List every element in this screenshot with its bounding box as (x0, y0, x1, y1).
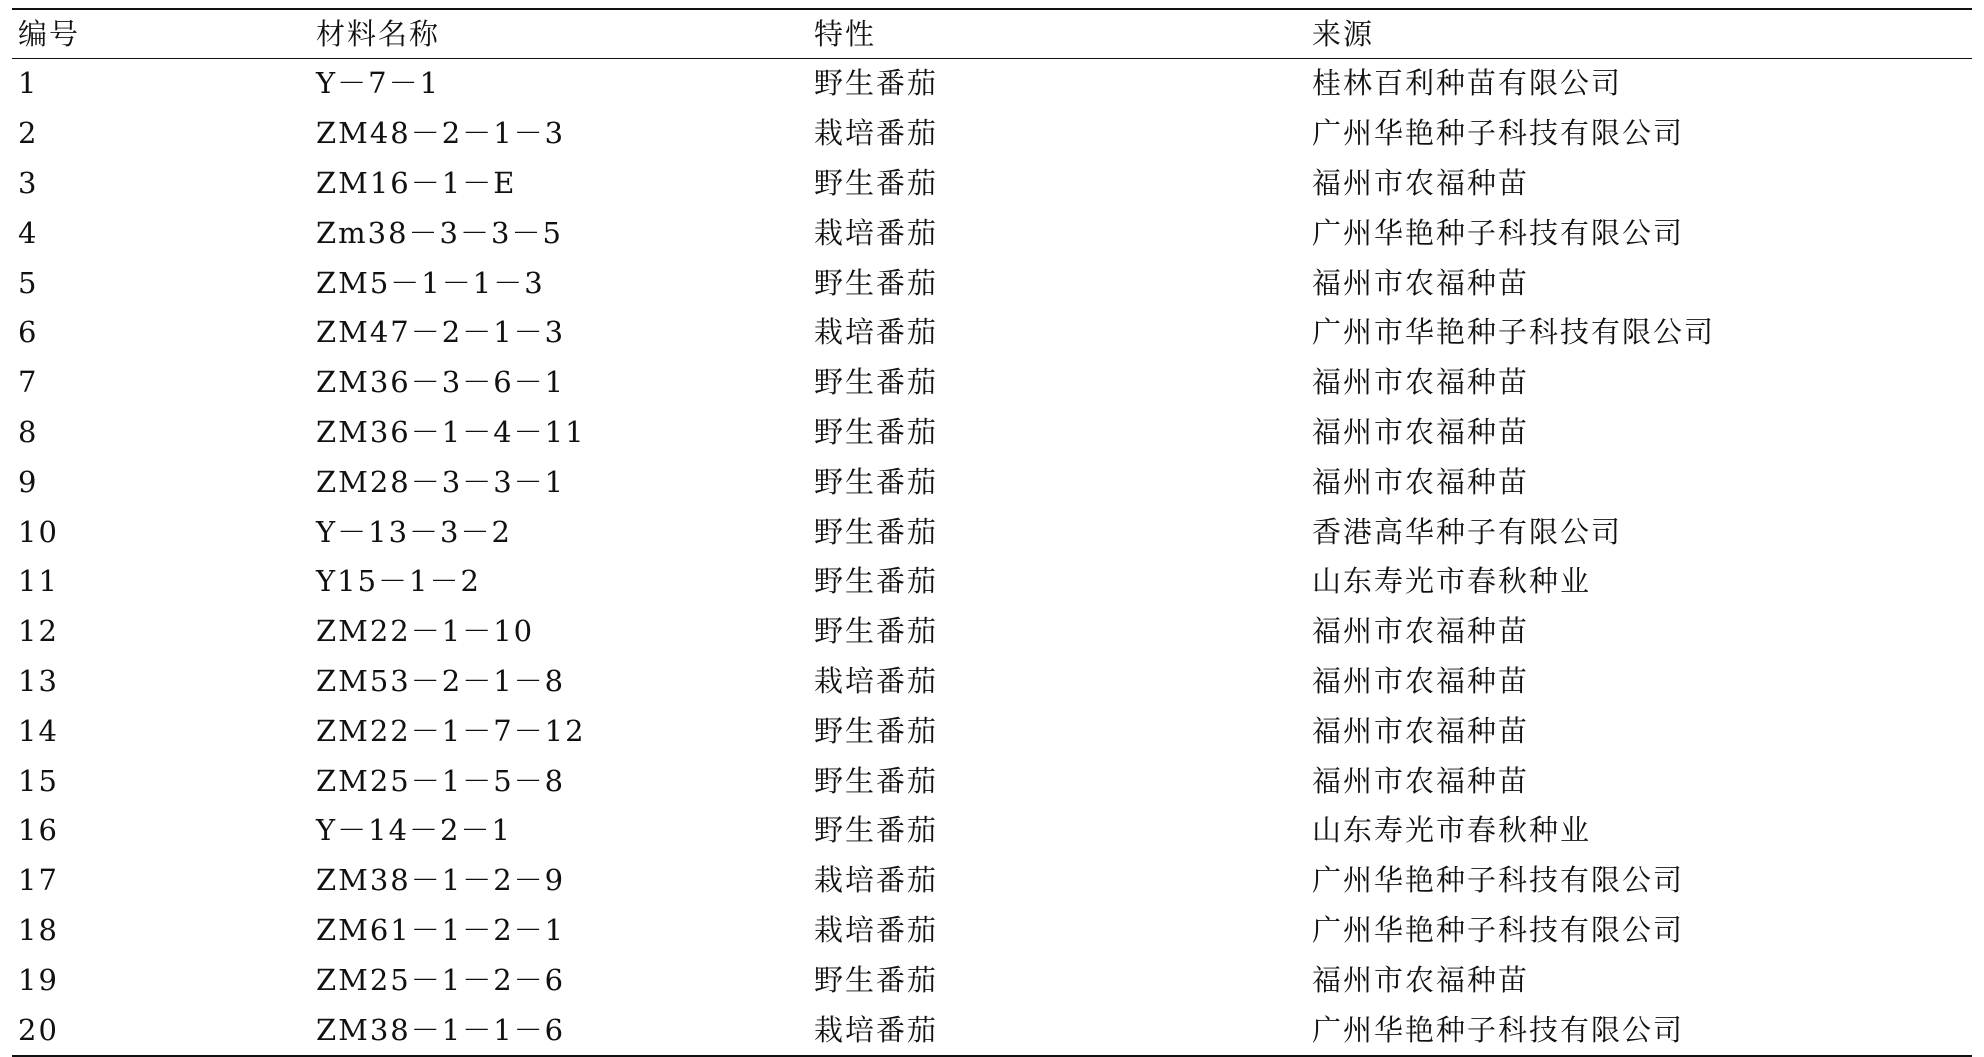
cell-id: 17 (18, 863, 59, 898)
materials-table (12, 8, 1972, 1057)
cell-trait: 野生番茄 (814, 564, 939, 599)
cell-id: 1 (18, 66, 39, 101)
cell-material-name: ZM61－1－2－1 (316, 912, 566, 947)
cell-source: 福州市农福种苗 (1312, 365, 1530, 400)
cell-trait: 栽培番茄 (814, 215, 939, 250)
cell-source: 福州市农福种苗 (1312, 713, 1530, 748)
cell-source: 福州市农福种苗 (1312, 962, 1530, 997)
cell-id: 6 (18, 315, 39, 350)
table-row (12, 1005, 1972, 1056)
cell-id: 10 (18, 514, 59, 549)
cell-trait: 野生番茄 (814, 414, 939, 449)
table-row (12, 706, 1972, 756)
header-source: 来源 (1312, 16, 1375, 51)
cell-id: 16 (18, 813, 59, 848)
cell-trait: 野生番茄 (814, 265, 939, 300)
cell-material-name: ZM25－1－2－6 (316, 962, 566, 997)
table-body (12, 59, 1972, 1056)
cell-id: 7 (18, 365, 39, 400)
table-row (12, 906, 1972, 956)
table-row (12, 856, 1972, 906)
cell-material-name: ZM22－1－10 (316, 614, 535, 649)
cell-id: 9 (18, 464, 39, 499)
cell-id: 4 (18, 215, 39, 250)
cell-material-name: ZM28－3－3－1 (316, 464, 566, 499)
cell-material-name: ZM53－2－1－8 (316, 663, 566, 698)
cell-source: 桂林百利种苗有限公司 (1312, 66, 1623, 101)
cell-source: 广州市华艳种子科技有限公司 (1312, 315, 1716, 350)
cell-id: 3 (18, 165, 39, 200)
cell-source: 福州市农福种苗 (1312, 265, 1530, 300)
table-row (12, 457, 1972, 507)
cell-material-name: ZM25－1－5－8 (316, 763, 566, 798)
cell-source: 广州华艳种子科技有限公司 (1312, 116, 1685, 151)
header-material-name: 材料名称 (316, 16, 441, 51)
cell-material-name: Y－14－2－1 (316, 813, 512, 848)
cell-source: 广州华艳种子科技有限公司 (1312, 912, 1685, 947)
table-row (12, 109, 1972, 159)
cell-trait: 栽培番茄 (814, 315, 939, 350)
cell-material-name: ZM16－1－E (316, 165, 517, 200)
cell-source: 福州市农福种苗 (1312, 165, 1530, 200)
cell-trait: 野生番茄 (814, 365, 939, 400)
cell-trait: 栽培番茄 (814, 1012, 939, 1047)
cell-trait: 野生番茄 (814, 614, 939, 649)
cell-material-name: Y－7－1 (316, 66, 441, 101)
cell-trait: 野生番茄 (814, 713, 939, 748)
cell-id: 18 (18, 912, 59, 947)
cell-source: 广州华艳种子科技有限公司 (1312, 1012, 1685, 1047)
cell-id: 11 (18, 564, 59, 599)
cell-trait: 野生番茄 (814, 66, 939, 101)
cell-trait: 野生番茄 (814, 962, 939, 997)
table-row (12, 408, 1972, 458)
cell-trait: 野生番茄 (814, 165, 939, 200)
cell-material-name: ZM22－1－7－12 (316, 713, 586, 748)
cell-id: 14 (18, 713, 59, 748)
cell-source: 福州市农福种苗 (1312, 464, 1530, 499)
cell-trait: 野生番茄 (814, 763, 939, 798)
cell-source: 广州华艳种子科技有限公司 (1312, 215, 1685, 250)
cell-id: 19 (18, 962, 59, 997)
cell-id: 15 (18, 763, 59, 798)
table-row (12, 806, 1972, 856)
cell-material-name: ZM36－3－6－1 (316, 365, 566, 400)
cell-trait: 栽培番茄 (814, 116, 939, 151)
table-row (12, 955, 1972, 1005)
cell-trait: 栽培番茄 (814, 863, 939, 898)
cell-id: 20 (18, 1012, 59, 1047)
header-trait: 特性 (814, 16, 877, 51)
table-row (12, 607, 1972, 657)
cell-material-name: Y－13－3－2 (316, 514, 512, 549)
table-row (12, 308, 1972, 358)
cell-trait: 野生番茄 (814, 514, 939, 549)
cell-trait: 野生番茄 (814, 813, 939, 848)
cell-source: 香港高华种子有限公司 (1312, 514, 1623, 549)
cell-trait: 栽培番茄 (814, 912, 939, 947)
cell-source: 福州市农福种苗 (1312, 763, 1530, 798)
cell-id: 12 (18, 614, 59, 649)
cell-material-name: ZM38－1－2－9 (316, 863, 566, 898)
cell-id: 8 (18, 414, 39, 449)
cell-material-name: ZM5－1－1－3 (316, 265, 545, 300)
cell-source: 广州华艳种子科技有限公司 (1312, 863, 1685, 898)
table-row (12, 59, 1972, 109)
table-row (12, 557, 1972, 607)
header-row (12, 9, 1972, 59)
cell-material-name: ZM36－1－4－11 (316, 414, 586, 449)
cell-id: 13 (18, 663, 59, 698)
cell-id: 5 (18, 265, 39, 300)
cell-source: 山东寿光市春秋种业 (1312, 813, 1592, 848)
table-row (12, 756, 1972, 806)
table-row (12, 208, 1972, 258)
cell-material-name: Zm38－3－3－5 (316, 215, 563, 250)
cell-material-name: ZM47－2－1－3 (316, 315, 566, 350)
table-header (12, 9, 1972, 59)
cell-id: 2 (18, 116, 39, 151)
header-id: 编号 (18, 16, 81, 51)
cell-trait: 栽培番茄 (814, 663, 939, 698)
cell-source: 福州市农福种苗 (1312, 614, 1530, 649)
table-row (12, 159, 1972, 209)
table-row (12, 358, 1972, 408)
table-row (12, 657, 1972, 707)
cell-material-name: ZM38－1－1－6 (316, 1012, 566, 1047)
cell-source: 福州市农福种苗 (1312, 663, 1530, 698)
table-row (12, 507, 1972, 557)
table-row (12, 258, 1972, 308)
cell-material-name: Y15－1－2 (316, 564, 481, 599)
cell-material-name: ZM48－2－1－3 (316, 116, 566, 151)
cell-source: 福州市农福种苗 (1312, 414, 1530, 449)
cell-trait: 野生番茄 (814, 464, 939, 499)
cell-source: 山东寿光市春秋种业 (1312, 564, 1592, 599)
